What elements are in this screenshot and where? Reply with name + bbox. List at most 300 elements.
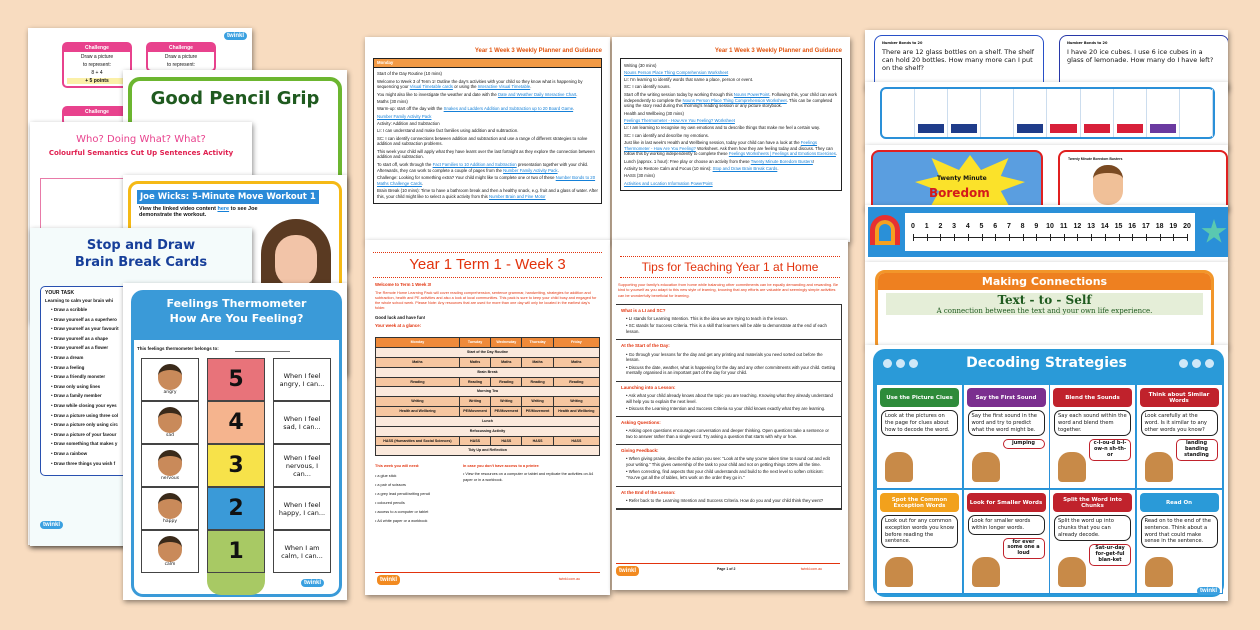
challenge-strip-page [865, 82, 1228, 148]
number-label: 10 [1046, 223, 1054, 230]
text: This week your child will apply what they have learnt over the last fortnight as they explore the connection between addition and subtraction. [377, 148, 595, 160]
number-label: 6 [993, 223, 998, 230]
text: . Following this, your child can work independently to complete the [624, 91, 837, 103]
text: LI: I can understand and make fact families using addition and subtraction. [377, 128, 519, 134]
text: Activity: Addition and Subtraction [377, 120, 440, 126]
table-cell: Tidy Up and Reflection [376, 446, 600, 456]
child-face-icon [158, 493, 182, 519]
resource-link[interactable]: Activities and Location Information PowerPoint [624, 180, 713, 186]
face-cell [141, 530, 199, 573]
character-illustration [1058, 452, 1086, 482]
number-tick [1077, 234, 1078, 241]
text: . [576, 91, 578, 97]
number-tick [954, 234, 955, 241]
tip-item: • Ask what your child already knows about the topic you are teaching. Knowing what they already understand will help you to explain the next level. [626, 393, 836, 405]
paragraph [624, 70, 838, 76]
text: Activity to Restore Calm and Focus (10 mins): [624, 166, 713, 172]
table-cell: PE/Movement [522, 407, 553, 417]
twinkl-logo: twinkl [301, 579, 324, 587]
planner-page-right: Year 1 Week 3 Weekly Planner and Guidance Writing (30 mins) Nouns Person Place Thing Comprehension Worksheet LI: I'm learning to identify words that name a place, person or event. SC: I can identify nouns. Start off the writing session today by working through this Nouns PowerPoint. Following this, your child can work independently to complete the Nouns Person Place Thing Comprehension Worksheet. This can be completed using the story read during this morning's reading session or any picture storybook. Health and Wellbeing (30 mins) Feelings Thermometer - How Are You Feeling? Worksheet LI: I am learning to recognise my own emotions and to describe things that make me feel a certain way. SC: I can identify and describe my emotions. Just like in last week's Health and Wellbeing session, today your child can have a look at the Feelings Thermometer - How Are You Feeling? Worksheet. Ask them how they are feeling today and discuss. They can follow this by working independently to complete these Feelings Worksheets | Feelings and Emotions Exercises. Lunch (approx. 1 hour): Free play or choose an activity from these Twenty Minute Boredom Busters! Activity to Restore Calm and Focus (10 mins): Stop and Draw Brain Break Cards. HASS (30 mins) Activities and Location Information PowerPoint [612, 37, 850, 242]
table-cell: Brain Break [376, 367, 600, 377]
task-item: • Draw a friendly monster [51, 372, 145, 382]
number-line-page [865, 205, 1228, 262]
resource-link[interactable]: Visual Timetable cards [409, 84, 453, 90]
child-face-icon [158, 407, 182, 433]
tip-heading: At the End of the Lesson: [621, 489, 676, 495]
text: LI: I'm learning to identify words that name a place, person or event. [624, 77, 754, 83]
tip-item: • Discuss the date, weather, what is happening for the day and any other commitments with your child. Getting mentally organised is an important part of the day for your child. [626, 365, 836, 377]
text: Start off the writing session today by working through this [624, 91, 734, 97]
text: Start of the Day Routine (10 mins) [377, 71, 442, 77]
text: HASS (30 mins) [624, 173, 655, 179]
twinkl-logo: twinkl [40, 521, 63, 529]
decoding-strategies-page [865, 345, 1228, 601]
week-overview-page: Year 1 Term 1 - Week 3 Welcome to Term 1 Week 3! The Remote Home Learning Pack will cover reading comprehension, sentence grammar, handwriting, strategies for addition and subtraction, health and PE activities and also a look at local communities. This pack is sure to keep your child busy and engaged for the whole school week. Please Note: Any resources that are used for more than one day will only be located in the earliest day's folder. Good luck and have fun! Your week at a glance: Monday Tuesday Wednesday Thursday Friday Start of the Day Routine Maths Maths Maths Maths Maths Brain Break Reading Reading Reading Reading Reading Morning Tea Writing Writing Writing Writing Writing Health and Wellbeing PE/Movement PE/Movement PE/Movement Health and Wellbeing Lunch Refocussing Activity HASS (Humanities and Social Sciences) HASS HASS HASS HASS Tidy Up and Reflection This week you will need: • a glue stick • a pair of scissors • a grey lead pencil/writing pencil • coloured pencils • access to a computer or tablet • A4 white paper or a workbook In case you don't have access to a printer: • View the resources on a computer or tablet and replicate the activities on A4 paper or in a workbook. twinkl twinkl.com.au [365, 240, 610, 595]
tip-list [621, 498, 836, 504]
paragraph [377, 79, 598, 91]
example-words: c-l-ou-d b-l-ow-n sh-th-or [1089, 439, 1131, 460]
table-cell: HASS [459, 436, 490, 446]
paragraph [624, 63, 838, 69]
number-tick [913, 234, 914, 241]
challenge-card-strip [1147, 89, 1180, 137]
table-cell: Writing [522, 397, 553, 407]
paragraph [624, 111, 838, 117]
tips-sections [616, 304, 842, 510]
paragraph [624, 166, 838, 172]
resource-link[interactable]: Number Family Activity Pack [503, 167, 558, 173]
emotion-label: angry [163, 390, 177, 395]
text: ! [812, 158, 815, 164]
character-illustration [1058, 557, 1086, 587]
tip-section [616, 305, 841, 340]
paragraph [624, 125, 838, 131]
speech-bubble: Look out for any common exception words you know before reading the sentence. [881, 515, 958, 548]
resource-link[interactable]: Nouns Person Place Thing Comprehension Worksheet [624, 69, 729, 75]
day-header: Thursday [522, 338, 553, 348]
number-tick [1119, 234, 1120, 241]
week-table [375, 337, 600, 456]
example-words: landing banding standing [1176, 439, 1218, 460]
text: . [557, 167, 559, 173]
table-cell: PE/Movement [459, 407, 490, 417]
strategy-heading: Say the First Sound [967, 388, 1046, 407]
printer-item: • View the resources on a computer or tablet and replicate the activities on A4 paper or in a workbook. [463, 472, 600, 482]
text: . [573, 106, 575, 112]
character-illustration [1145, 557, 1173, 587]
number-tick [940, 234, 941, 241]
resource-link[interactable]: Fact Families to 10 Addition and Subtraction [432, 161, 517, 167]
number-tick [1064, 234, 1065, 241]
table-row [376, 436, 600, 446]
semantics-title: Who? Doing What? What? [76, 134, 206, 145]
joe-wicks-title: Joe Wicks: 5-Minute Move Workout 1 [137, 190, 319, 204]
resource-link[interactable]: Feelings Thermometer - How Are You Feeling? [624, 139, 818, 151]
challenge-card-strip [915, 89, 948, 137]
challenge-card-strip [1047, 89, 1080, 137]
table-cell: Start of the Day Routine [376, 347, 600, 357]
card-label-bar [918, 124, 944, 133]
table-cell: Writing [376, 397, 460, 407]
task-item: • Draw a picture using three col [51, 411, 145, 421]
task-item: • Draw a picture of your favour [51, 430, 145, 440]
text: or using the [452, 84, 478, 90]
text: . This can be completed using the story read during this morning's reading session or any picture storybook. [624, 97, 833, 109]
task-box: YOUR TASK Learning to calm your brain whi • Draw a scribble • Draw yourself as a superhero • Draw yourself as your favourit • Draw yourself as a shape • Draw yourself as a flower • Draw a dream • Draw a feeling • Draw a friendly monster • Draw only using lines • Draw a family member • Draw while closing your eyes • Draw a picture using three col • Draw a picture only using circ • Draw a picture of your favour • Draw something that makes y • Draw a rainbow • Draw three things you wish f [40, 286, 150, 476]
thermometer-level: 5 [207, 358, 265, 401]
tip-item: • Go through your lessons for the day and get any printing and materials you need sorted out before the lesson. [626, 352, 836, 364]
number-tick [1160, 234, 1161, 241]
number-tick [995, 234, 996, 241]
table-cell: Reading [376, 377, 460, 387]
text: . [835, 151, 838, 157]
task-item: • Draw yourself as a superhero [51, 315, 145, 325]
name-line[interactable] [235, 351, 290, 352]
day-header: Monday [376, 338, 460, 348]
number-label: 1 [924, 223, 929, 230]
twinkl-logo: twinkl [1197, 587, 1220, 595]
face-cell [141, 444, 199, 487]
paragraph [377, 162, 598, 174]
character-illustration [885, 557, 913, 587]
character-illustration [1145, 452, 1173, 482]
strategy-card [1137, 490, 1223, 594]
planner-page-left: Year 1 Week 3 Weekly Planner and Guidance Monday Start of the Day Routine (10 mins) Welcome to Week 3 of Term 1! Outline the day's activities with your child so they know what is happening by sequencing your Visual Timetable cards or using the Interactive Visual Timetable. You might also like to investigate the weather and date with the Date and Weather Daily Interactive Chart. Maths (30 mins) Warm-up: start off the day with the Snakes and Ladders Addition and Subtraction up to 20 Board Game. Number Family Activity Pack Activity: Addition and Subtraction LI: I can understand and make fact families using addition and subtraction. SC: I can identify connections between addition and subtraction and use a range of different strategies to solve addition and subtraction problems. This week your child will apply what they have learnt over the last fortnight as they explore the connection between addition and subtraction. To start off, work through the Fact Families to 10 Addition and Subtraction presentation together with your child. Afterwards, they can work to complete a couple of pages from the Number Family Activity Pack. Challenge: Looking for something extra? Your child might like to complete one or two of these Number Bonds to 20 Maths Challenge Cards. Brain Break (10 mins): Time to have a bathroom break and then a healthy snack, e.g. fruit and a glass of water. After this, your child might like to select a quick activity from this Number Brain and Fine Motor [365, 37, 610, 242]
resource-link[interactable]: Twenty Minute Boredom Busters [750, 158, 813, 164]
number-label: 13 [1087, 223, 1095, 230]
tip-heading: Giving Feedback: [621, 448, 659, 454]
speech-bubble: Say each sound within the word and blend them together. [1054, 410, 1131, 436]
paragraph [377, 188, 598, 200]
paragraph [377, 92, 598, 98]
child-face-icon [158, 364, 182, 390]
paragraph [624, 159, 838, 165]
emotion-label: sad [166, 433, 174, 438]
speech-bubble: Read on to the end of the sentence. Think about a word that could make sense in the sentence. [1141, 515, 1218, 548]
speech-bubble: Look at the pictures on the page for clues about how to decode the word. [881, 410, 958, 436]
text: . [421, 180, 424, 186]
text: Lunch (approx. 1 hour): Free play or choose an activity from these [624, 158, 751, 164]
card-label-bar [885, 124, 911, 133]
challenge-card-strip [1114, 89, 1147, 137]
stop-draw-title: Stop and Draw Brain Break Cards [74, 238, 208, 270]
paragraph [377, 106, 598, 112]
challenge-card-strip [1081, 89, 1114, 137]
video-link[interactable]: here [217, 206, 230, 212]
text: presentation together with your child. Afterwards, they can work to complete a couple of pages from the [377, 161, 589, 173]
paragraph [377, 99, 598, 105]
number-tick [927, 234, 928, 241]
card-label-bar [951, 124, 977, 133]
footer-url[interactable]: twinkl.com.au [558, 577, 580, 582]
number-tick [968, 234, 969, 241]
text: Warm-up: start off the day with the [377, 106, 444, 112]
paragraph [377, 175, 598, 187]
table-cell: Lunch [376, 416, 600, 426]
child-face-icon [158, 450, 182, 476]
table-cell: Maths [459, 357, 490, 367]
number-label: 20 [1183, 223, 1191, 230]
thermometer-level: 1 [207, 530, 265, 573]
boredom-busters-page: Twenty Minute Boredom Twenty Minute Boredom Busters [865, 145, 1228, 210]
paragraph [624, 84, 838, 90]
card-label-bar [1150, 124, 1176, 133]
number-label: 12 [1073, 223, 1082, 230]
card-label-bar [1017, 124, 1043, 133]
feeling-prompt: When I feel happy, I can... [273, 487, 331, 530]
feelings-thermometer-page [123, 283, 347, 600]
tip-section [616, 417, 841, 445]
strategy-heading: Split the Word into Chunks [1053, 493, 1132, 512]
text: You might also like to investigate the weather and date with the [377, 91, 498, 97]
example-words: Sat-ur-day for-get-ful blan-ket [1089, 544, 1131, 565]
number-tick [1036, 234, 1037, 241]
speech-bubble: Look carefully at the word. Is it similar to any other words you know? [1141, 410, 1218, 436]
text: SC: I can identify connections between addition and subtraction and use a range of different strategies to solve addition and subtraction problems. [377, 135, 588, 147]
speech-bubble: Say the first sound in the word and try to predict what the word might be. [968, 410, 1045, 436]
table-cell: Reading [522, 377, 553, 387]
need-item: • coloured pencils [375, 499, 455, 508]
example-words: for ever some one a loud [1003, 538, 1045, 559]
text: . [777, 166, 779, 172]
table-cell: Reading [459, 377, 490, 387]
paragraph [624, 118, 838, 124]
task-item: • Draw a picture only using circ [51, 420, 145, 430]
challenge-card-strip [981, 89, 1014, 137]
tip-section [616, 382, 841, 417]
need-item: • access to a computer or tablet [375, 508, 455, 517]
text: Just like in last week's Health and Wellbeing session, today your child can have a look at the [624, 139, 801, 145]
table-cell: HASS [491, 436, 522, 446]
emotion-label: nervous [160, 476, 180, 481]
resource-link[interactable]: Interactive Visual Timetable [477, 84, 531, 90]
day-header: Tuesday [459, 338, 490, 348]
strategy-card [1050, 385, 1136, 489]
text: SC: I can identify and describe my emotions. [624, 132, 710, 138]
resource-link[interactable]: Number Bonds to 20 Maths Challenge Cards [377, 174, 596, 186]
number-label: 7 [1006, 223, 1011, 230]
table-row [376, 367, 600, 377]
table-cell: Health and Wellbeing [553, 407, 599, 417]
table-cell: Morning Tea [376, 387, 600, 397]
resource-link[interactable]: Nouns PowerPoint [733, 91, 770, 97]
tip-item: • LI stands for Learning Intention. This is the idea we are trying to teach in the lesson. [626, 316, 836, 322]
number-label: 8 [1020, 223, 1025, 230]
number-label: 19 [1169, 223, 1178, 230]
tip-list [621, 316, 836, 335]
strategy-heading: Spot the Common Exception Words [880, 493, 959, 512]
page-title: Year 1 Term 1 - Week 3 [409, 256, 566, 273]
task-item: • Draw a scribble [51, 305, 145, 315]
table-cell: Maths [491, 357, 522, 367]
face-cell [141, 358, 199, 401]
paragraph [377, 114, 598, 120]
text: To start off, work through the [377, 161, 433, 167]
table-cell: HASS [522, 436, 553, 446]
table-row [376, 407, 600, 417]
belongs-to-label: This feelings thermometer belongs to: [137, 346, 219, 351]
tip-item: • SC stands for Success Criteria. This is a skill that learners will be able to demonstrate at the end of each lesson. [626, 323, 836, 335]
resource-link[interactable]: Date and Weather Daily Interactive Chart [497, 91, 577, 97]
number-line [905, 213, 1195, 251]
feelings-title: Feelings Thermometer How Are You Feeling? [133, 292, 340, 340]
challenge-card-strip [948, 89, 981, 137]
connections-title: Making Connections [878, 273, 1211, 290]
thermometer-level: 2 [207, 487, 265, 530]
table-row [376, 387, 600, 397]
number-tick [1146, 234, 1147, 241]
task-item: • Draw a family member [51, 391, 145, 401]
number-label: 0 [911, 223, 915, 230]
paragraph [624, 140, 838, 157]
number-label: 4 [965, 223, 970, 230]
text: Brain Break (10 mins): Time to have a bathroom break and then a healthy snack, e.g. fruit and a glass of water. After this, your child might like to select a quick activity from this [377, 187, 598, 199]
paragraph [377, 128, 598, 134]
strategy-card [1050, 490, 1136, 594]
text: LI: I am learning to recognise my own emotions and to describe things that make me feel a certain way. [624, 125, 821, 131]
table-row [376, 347, 600, 357]
tip-section [616, 445, 841, 486]
task-item: • Draw a feeling [51, 363, 145, 373]
paragraph [624, 92, 838, 109]
challenge-card-strip [882, 89, 915, 137]
table-row [376, 397, 600, 407]
thermometer-level: 4 [207, 401, 265, 444]
number-tick [1105, 234, 1106, 241]
need-item: • A4 white paper or a workbook [375, 517, 455, 526]
decoding-title: Decoding Strategies [966, 355, 1127, 371]
task-item: • Draw a rainbow [51, 449, 145, 459]
table-cell: Writing [553, 397, 599, 407]
task-item: • Draw yourself as a flower [51, 343, 145, 353]
number-label: 18 [1155, 223, 1164, 230]
text: SC: I can identify nouns. [624, 84, 671, 90]
paragraph [624, 181, 838, 187]
twinkl-logo: twinkl [377, 575, 400, 585]
text: Worksheet. Ask them how they are feeling today and discuss. They can follow this by working independently to complete these [624, 145, 833, 157]
number-label: 11 [1059, 223, 1068, 230]
number-label: 2 [938, 223, 943, 230]
task-item: • Draw a dream [51, 353, 145, 363]
face-cell [141, 487, 199, 530]
paragraph [624, 173, 838, 179]
text: . [530, 84, 532, 90]
paragraph [377, 149, 598, 161]
number-label: 14 [1100, 223, 1109, 230]
table-row [376, 426, 600, 436]
feeling-prompt: When I feel angry, I can... [273, 358, 331, 401]
card-label-bar [1084, 124, 1110, 133]
character-illustration [972, 452, 1000, 482]
resource-link[interactable]: Feelings Thermometer - How Are You Feeling? Worksheet [624, 117, 735, 123]
tips-title: Tips for Teaching Year 1 at Home [641, 260, 819, 274]
table-header-row [376, 338, 600, 348]
table-row [376, 416, 600, 426]
number-label: 17 [1141, 223, 1150, 230]
example-words: jumping [1003, 439, 1045, 449]
paragraph [377, 136, 598, 148]
paragraph [624, 133, 838, 139]
text: Maths (30 mins) [377, 99, 408, 105]
number-tick [1050, 234, 1051, 241]
strategy-heading: Read On [1140, 493, 1219, 512]
making-connections-page: Making Connections Text - to - Self A connection between the text and your own life experience. [865, 262, 1228, 347]
face-cell [141, 401, 199, 444]
strategy-heading: Use the Picture Clues [880, 388, 959, 407]
number-bonds-page [865, 30, 1228, 90]
tip-item: • When correcting, find aspects that your child understands and build to the next level to soften criticism: "You've got all the of tables, let's work on the order they go in." [626, 469, 836, 481]
challenge-card: Challenge Draw a picture to represent: [146, 42, 216, 72]
number-tick [982, 234, 983, 241]
card-label-bar [1050, 124, 1076, 133]
tip-heading: At the Start of the Day: [621, 343, 670, 349]
resource-link[interactable]: Snakes and Ladders Addition and Subtraction up to 20 Board Game [443, 106, 574, 112]
tip-section [616, 487, 841, 509]
tip-list [621, 352, 836, 377]
feeling-prompt: When I am calm, I can... [273, 530, 331, 573]
table-row [376, 377, 600, 387]
tip-list [621, 428, 836, 440]
character-illustration [972, 557, 1000, 587]
task-item: • Draw yourself as a shape [51, 334, 145, 344]
thermometer-bulb [207, 573, 265, 595]
table-cell: Refocussing Activity [376, 426, 600, 436]
thermometer-level: 3 [207, 444, 265, 487]
emotion-label: happy [163, 519, 177, 524]
resource-link[interactable]: Feelings Worksheets | Feelings and Emotions Exercises [728, 151, 836, 157]
semantics-subtitle: Colourful Semantics Cut Up Sentences Activity [48, 149, 234, 157]
text: Challenge: Looking for something extra? Your child might like to complete one or two of these [377, 174, 556, 180]
tip-heading: Asking Questions: [621, 420, 661, 426]
number-bond-card: Number Bonds to 20 I have 20 ice cubes. I use 6 ice cubes in a glass of lemonade. How many do I have left? [1059, 35, 1228, 90]
paragraph [377, 71, 598, 77]
tip-item: • Refer back to the Learning Intention and Success Criteria. How do you and your child think they went? [626, 498, 836, 504]
resource-link[interactable]: Number Brain and Fine Motor [489, 193, 546, 199]
tip-heading: What is a LI and SC? [621, 307, 666, 313]
resource-link[interactable]: Stop and Draw Brain Break Cards [712, 166, 778, 172]
need-item: • a pair of scissors [375, 481, 455, 490]
strategy-heading: Blend the Sounds [1053, 388, 1132, 407]
challenge-card: Challenge Draw a picture to represent: 8 + 4 + 5 points [62, 42, 132, 88]
tips-page: Tips for Teaching Year 1 at Home Supporting your family's education from home while balancing other commitments can be equally demanding and rewarding. Be kind to yourself as you adapt to this new style of learning, knowing that any efforts are valuable and seemingly simple activities can be wonderfully beneficial for learning. What is a LI and SC? • LI stands for Learning Intention. This is the idea we are trying to teach in the lesson. • SC stands for Success Criteria. This is a skill that learners will be able to demonstrate at the end of each lesson. At the Start of the Day: • Go through your lessons for the day and get any printing and materials you need sorted out before the lesson. • Discuss the date, weather, what is happening for the day and any other commitments with your child. Getting mentally organised is an important part of the day for your child. Launching into a Lesson: • Ask what your child already knows about the topic you are teaching. Knowing what they already understand will help you to explain the next level. • Discuss the Learning Intention and Success Criteria so your child knows exactly what they are learning. Asking Questions: • Asking open questions encourages conversation and deeper thinking. Open questions take a sentence or two to answer rather than a single word. Try asking a question that starts with why or how. Giving Feedback: • When giving praise, describe the action you see: "Look at the way you've taken time to sound out and edit your writing." This gives ownership of the task to your child and not on getting things 100% all the time. • When correcting, find aspects that your child understands and build to the next level to soften criticism: "You've got all the of tables, let's work on the order they go in." At the End of the Lesson: • Refer back to the Learning Intention and Success Criteria. How do you and your child think they went? twinkl Page 1 of 2 twinkl.com.au [612, 240, 848, 590]
table-cell: Reading [553, 377, 599, 387]
twinkl-logo: twinkl [616, 566, 639, 576]
card-label-bar [1117, 124, 1143, 133]
text: Welcome to Week 3 of Term 1! Outline the day's activities with your child so they know what is happening by sequencing your [377, 78, 583, 90]
card-label-bar [1183, 124, 1209, 133]
twinkl-logo: twinkl [224, 32, 247, 40]
card-label-bar [984, 124, 1010, 133]
table-cell: Health and Wellbeing [376, 407, 460, 417]
table-cell: Reading [491, 377, 522, 387]
number-tick [1173, 234, 1174, 241]
table-cell: HASS [553, 436, 599, 446]
strategy-card [877, 490, 963, 594]
feeling-prompt: When I feel sad, I can... [273, 401, 331, 444]
resource-link[interactable]: Nouns Person Place Thing Comprehension Worksheet [682, 97, 787, 103]
table-cell: PE/Movement [491, 407, 522, 417]
tip-heading: Launching into a Lesson: [621, 384, 676, 390]
number-label: 9 [1034, 223, 1039, 230]
speech-bubble: Split the word up into chunks that you can already decode. [1054, 515, 1131, 541]
paw-icon [883, 359, 918, 368]
strategy-card [964, 490, 1050, 594]
footer-url[interactable]: twinkl.com.au [800, 567, 822, 572]
table-cell: HASS (Humanities and Social Sciences) [376, 436, 460, 446]
need-item: • a glue stick [375, 472, 455, 481]
resource-link[interactable]: Number Family Activity Pack [377, 113, 432, 119]
table-cell: Maths [522, 357, 553, 367]
